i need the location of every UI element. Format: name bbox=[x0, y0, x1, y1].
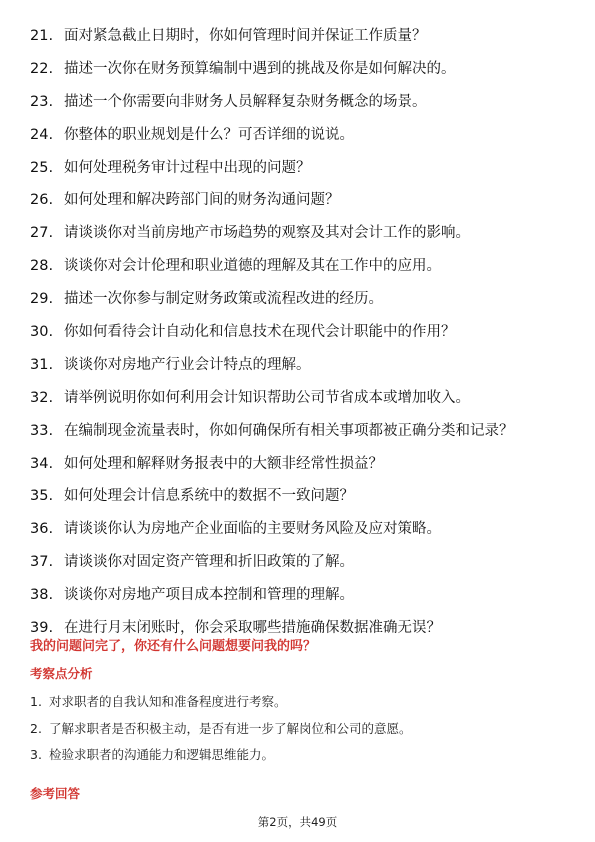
question-number: 35. bbox=[30, 488, 54, 505]
question-item bbox=[30, 190, 570, 211]
question-text: 如何处理和解释财务报表中的大额非经常性损益？ bbox=[64, 455, 383, 472]
question-item bbox=[30, 289, 570, 310]
question-text: 如何处理税务审计过程中出现的问题？ bbox=[64, 159, 311, 176]
question-text: 请谈谈你对当前房地产市场趋势的观察及其对会计工作的影响。 bbox=[64, 225, 470, 242]
analysis-item bbox=[30, 746, 570, 763]
question-number: 27. bbox=[30, 225, 54, 242]
question-item bbox=[30, 223, 570, 244]
question-item bbox=[30, 486, 570, 507]
analysis-text: 了解求职者是否积极主动，是否有进一步了解岗位和公司的意愿。 bbox=[49, 720, 412, 736]
question-text: 你如何看待会计自动化和信息技术在现代会计职能中的作用？ bbox=[64, 324, 456, 341]
closing-question: 我的问题问完了，你还有什么问题想要问我的吗？ bbox=[30, 639, 317, 654]
question-item bbox=[30, 92, 570, 113]
analysis-heading: 考察点分析 bbox=[30, 666, 93, 681]
question-number: 36. bbox=[30, 521, 54, 538]
analysis-list bbox=[30, 693, 570, 773]
question-item bbox=[30, 125, 570, 146]
question-item bbox=[30, 618, 570, 639]
analysis-item bbox=[30, 693, 570, 710]
question-item bbox=[30, 158, 570, 179]
question-number: 23. bbox=[30, 93, 54, 110]
analysis-text: 对求职者的自我认知和准备程度进行考察。 bbox=[49, 694, 287, 709]
question-text: 你整体的职业规划是什么？可否详细的说说。 bbox=[64, 126, 354, 143]
question-text: 谈谈你对房地产行业会计特点的理解。 bbox=[64, 356, 311, 373]
reference-answer-heading: 参考回答 bbox=[30, 786, 81, 801]
question-number: 30. bbox=[30, 324, 54, 341]
question-item bbox=[30, 519, 570, 540]
question-item bbox=[30, 454, 570, 475]
question-item bbox=[30, 552, 570, 573]
question-item bbox=[30, 421, 570, 442]
question-text: 描述一个你需要向非财务人员解释复杂财务概念的场景。 bbox=[64, 93, 427, 110]
question-text: 在编制现金流量表时，你如何确保所有相关事项都被正确分类和记录？ bbox=[64, 422, 514, 439]
question-text: 描述一次你参与制定财务政策或流程改进的经历。 bbox=[64, 291, 383, 308]
question-number: 24. bbox=[30, 126, 54, 143]
question-number: 39. bbox=[30, 620, 54, 637]
question-number: 32. bbox=[30, 389, 54, 406]
question-number: 31. bbox=[30, 356, 54, 373]
question-number: 21. bbox=[30, 28, 54, 44]
question-item bbox=[30, 585, 570, 606]
question-text: 如何处理会计信息系统中的数据不一致问题？ bbox=[64, 488, 354, 505]
question-item bbox=[30, 256, 570, 277]
question-text: 描述一次你在财务预算编制中遇到的挑战及你是如何解决的。 bbox=[64, 60, 456, 77]
page-footer: 第2页，共49页 bbox=[257, 815, 338, 829]
analysis-number: 1. bbox=[30, 694, 42, 709]
question-number: 34. bbox=[30, 455, 54, 472]
question-text: 请谈谈你认为房地产企业面临的主要财务风险及应对策略。 bbox=[64, 521, 441, 538]
question-text: 请谈谈你对固定资产管理和折旧政策的了解。 bbox=[64, 554, 354, 571]
question-number: 25. bbox=[30, 159, 54, 176]
question-number: 28. bbox=[30, 258, 54, 275]
analysis-item bbox=[30, 720, 570, 737]
question-number: 26. bbox=[30, 192, 54, 209]
question-number: 38. bbox=[30, 587, 54, 604]
analysis-number: 2. bbox=[30, 720, 42, 736]
question-item bbox=[30, 355, 570, 376]
question-text: 请举例说明你如何利用会计知识帮助公司节省成本或增加收入。 bbox=[64, 389, 470, 406]
question-text: 谈谈你对会计伦理和职业道德的理解及其在工作中的应用。 bbox=[64, 258, 441, 275]
question-item bbox=[30, 322, 570, 343]
question-item bbox=[30, 59, 570, 80]
question-text: 面对紧急截止日期时，你如何管理时间并保证工作质量？ bbox=[64, 28, 427, 44]
question-number: 33. bbox=[30, 422, 54, 439]
question-item bbox=[30, 26, 570, 47]
analysis-number: 3. bbox=[30, 747, 42, 763]
question-text: 如何处理和解决跨部门间的财务沟通问题？ bbox=[64, 192, 340, 209]
question-item bbox=[30, 388, 570, 409]
question-number: 37. bbox=[30, 554, 54, 571]
analysis-text: 检验求职者的沟通能力和逻辑思维能力。 bbox=[49, 747, 275, 763]
question-text: 谈谈你对房地产项目成本控制和管理的理解。 bbox=[64, 587, 354, 604]
question-number: 22. bbox=[30, 60, 54, 77]
question-text: 在进行月末闭账时，你会采取哪些措施确保数据准确无误？ bbox=[64, 620, 441, 637]
question-number: 29. bbox=[30, 291, 54, 308]
question-list bbox=[30, 26, 570, 651]
